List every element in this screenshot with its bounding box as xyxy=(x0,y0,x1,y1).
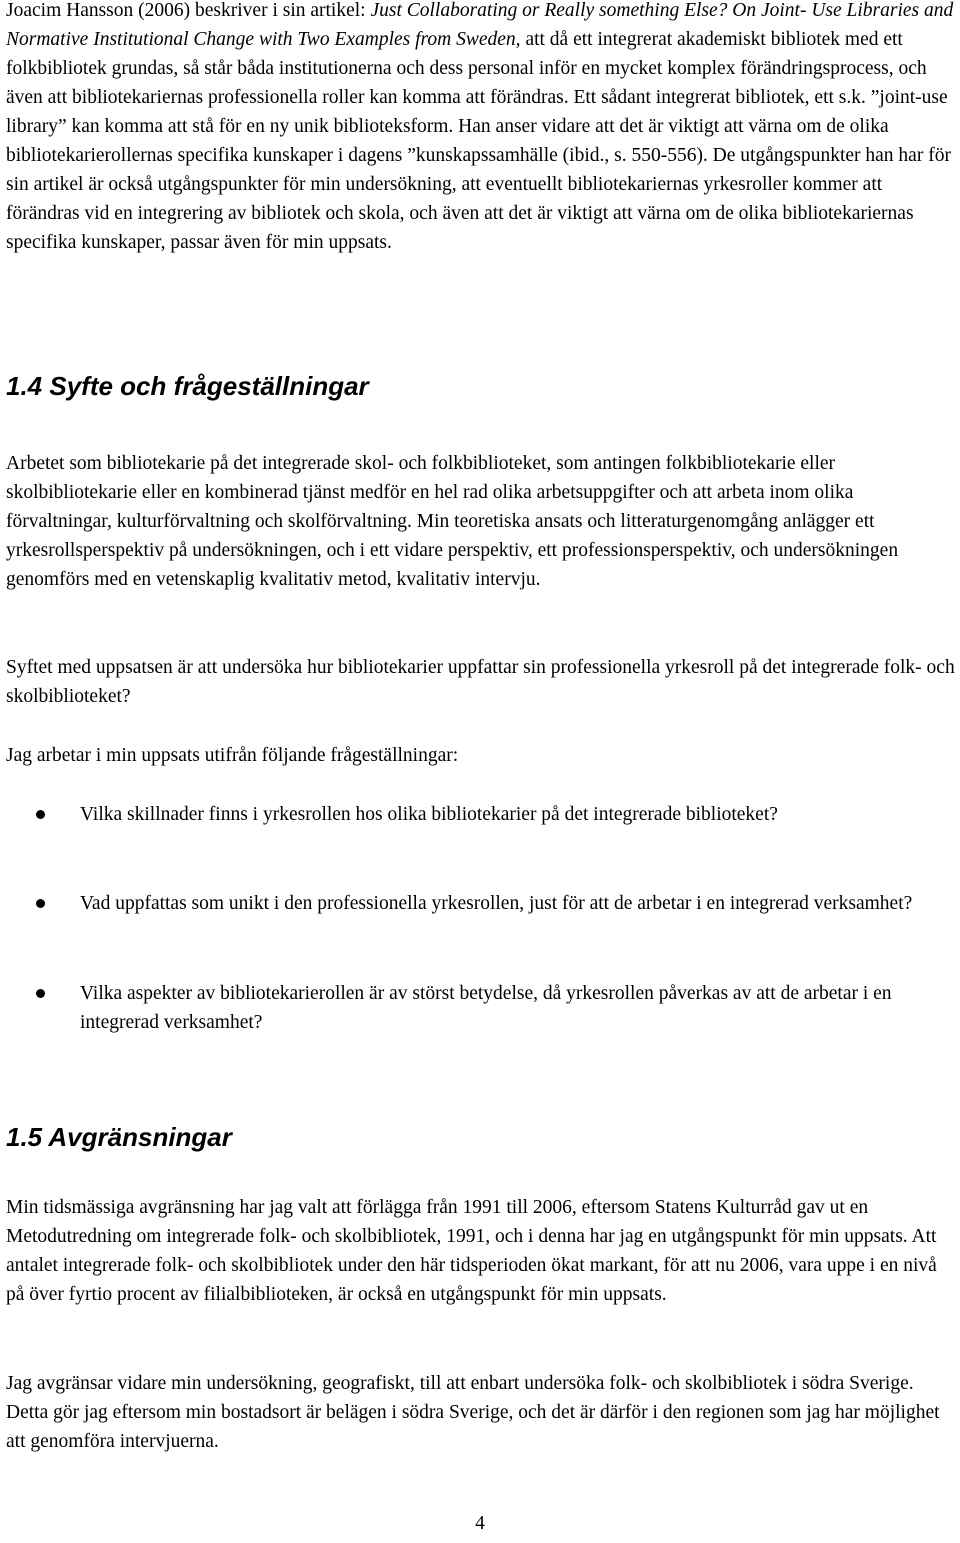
section-heading-1-5: 1.5 Avgränsningar xyxy=(6,1122,232,1152)
research-question xyxy=(80,800,940,829)
bullet-icon xyxy=(36,989,45,998)
question-text: Vad uppfattas som unikt i den professionella yrkesrollen, just för att de arbetar i en integrerad verksamhet? xyxy=(80,893,913,914)
question-text: Vilka aspekter av bibliotekarierollen är av störst betydelse, då yrkesrollen påverkas av att de arbetar i en integrerad verksamhet? xyxy=(80,983,892,1033)
intro-text-post: att då ett integrerat akademiskt bibliotek med ett folkbibliotek grundas, så står båda institutionerna och dess personal inför en mycket komplex förändringsprocess, och även att bibliotekariernas professionella roller kan komma att förändras. Ett sådant integrerat bibliotek, ett s.k. ”joint-use library” kan komma att stå för en ny unik biblioteksform. Han anser vidare att det är viktigt att värna om de olika bibliotekarierollernas specifika kunskaper i dagens ”kunskapssamhälle (ibid., s. 550-556). De utgångspunkter han har för sin artikel är också utgångspunkter för min undersökning, att eventuellt bibliotekariernas yrkesroller kommer att förändras vid en integrering av bibliotek och skola, och även att det är viktigt att värna om de olika bibliotekariernas specifika kunskaper, passar även för min uppsats. xyxy=(6,29,951,253)
questions-intro: Jag arbetar i min uppsats utifrån följande frågeställningar: xyxy=(6,745,459,766)
bullet-icon xyxy=(36,810,45,819)
delimitation-paragraph-time: Min tidsmässiga avgränsning har jag valt att förlägga från 1991 till 2006, eftersom Statens Kulturråd gav ut en Metodutredning om integrerade folk- och skolbibliotek, 1991, och i denna har jag en utgångspunkt för min uppsats. Att antalet integrerade folk- och skolbibliotek under den här tidsperioden ökat markant, för att nu 2006, vara uppe i en nivå på över fyrtio procent av filialbiblioteken, är också en utgångspunkt för min uppsats. xyxy=(6,1197,937,1305)
section-heading-1-4: 1.4 Syfte och frågeställningar xyxy=(6,371,369,401)
bullet-icon xyxy=(36,899,45,908)
aim-paragraph: Syftet med uppsatsen är att undersöka hur bibliotekarier uppfattar sin professionella yrkesroll på det integrerade folk- och skolbiblioteket? xyxy=(6,657,955,707)
intro-paragraph xyxy=(6,0,958,257)
article-title: Just Collaborating or Really something Else? On Joint- Use Libraries and Normative Institutional Change with Two Examples from Sweden, xyxy=(6,0,954,50)
research-question xyxy=(80,889,940,918)
page-number: 4 xyxy=(475,1513,485,1534)
delimitation-paragraph-geo: Jag avgränsar vidare min undersökning, geografiskt, till att enbart undersöka folk- och skolbibliotek i södra Sverige. Detta gör jag eftersom min bostadsort är belägen i södra Sverige, och det är därför i den regionen som jag har möjlighet att genomföra intervjuerna. xyxy=(6,1373,940,1452)
research-question xyxy=(80,979,940,1037)
purpose-paragraph: Arbetet som bibliotekarie på det integrerade skol- och folkbiblioteket, som antingen folkbibliotekarie eller skolbibliotekarie eller en kombinerad tjänst medför en hel rad olika arbetsuppgifter och att arbeta inom olika förvaltningar, kulturförvaltning och skolförvaltning. Min teoretiska ansats och litteraturgenomgång anlägger ett yrkesrollsperspektiv på undersökningen, och i ett vidare perspektiv, ett professionsperspektiv, och undersökningen genomförs med en vetenskaplig kvalitativ metod, kvalitativ intervju. xyxy=(6,453,899,590)
intro-text-pre: Joacim Hansson (2006) beskriver i sin artikel: xyxy=(6,0,371,21)
question-text: Vilka skillnader finns i yrkesrollen hos olika bibliotekarier på det integrerade biblioteket? xyxy=(80,804,778,825)
